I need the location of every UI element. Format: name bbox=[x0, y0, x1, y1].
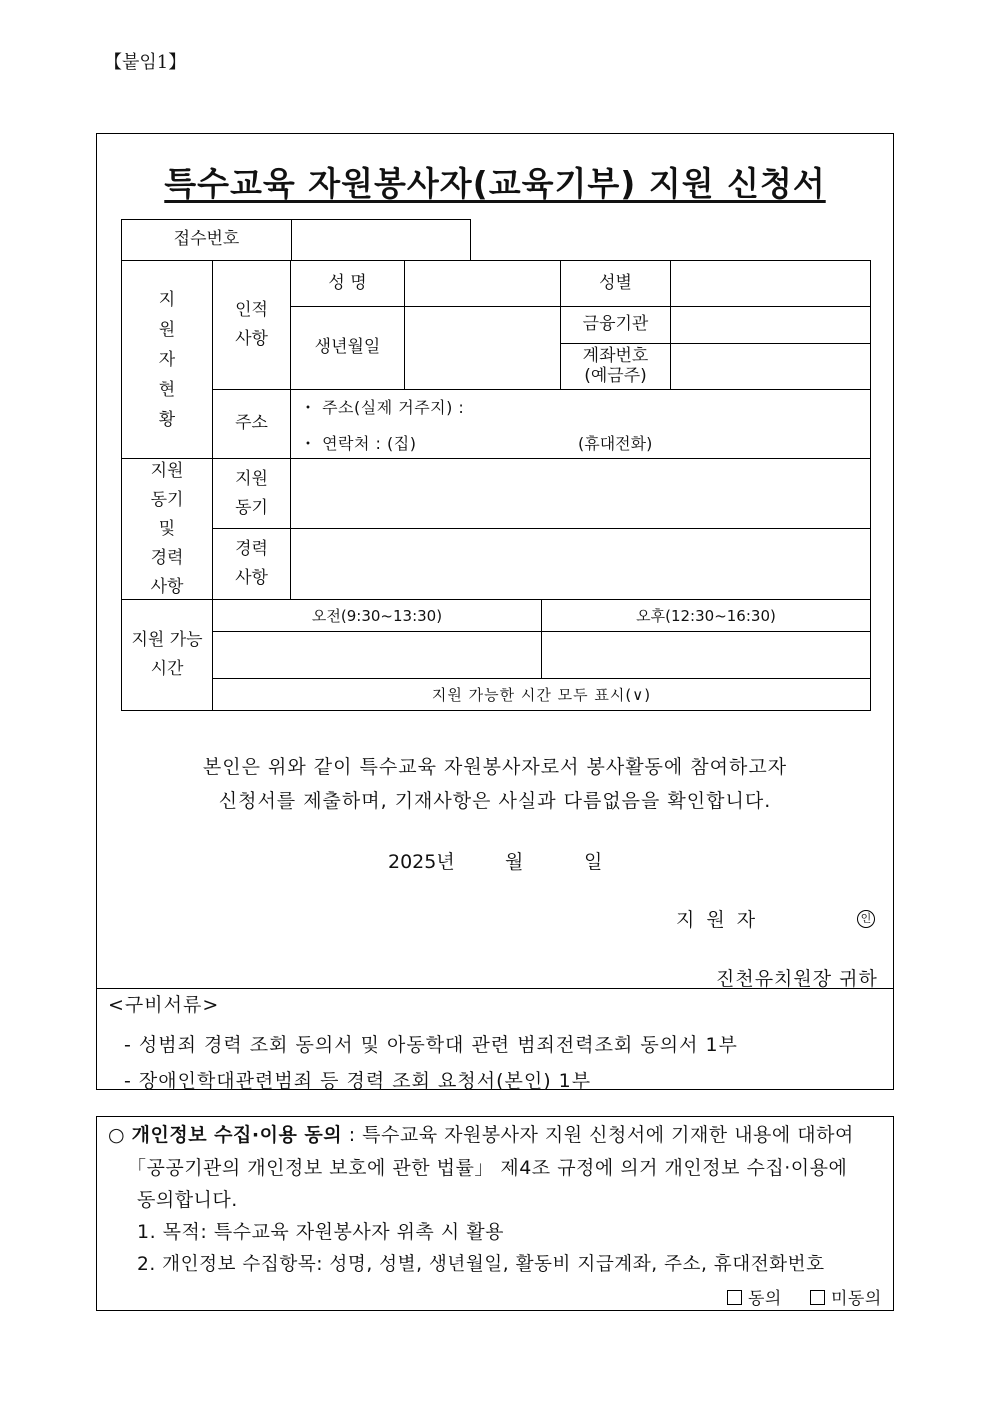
bank-label: 금융기관 bbox=[560, 306, 671, 344]
attachment-label: 【붙임1】 bbox=[104, 52, 187, 73]
date-year: 2025년 bbox=[388, 851, 455, 873]
birth-label: 생년월일 bbox=[290, 306, 405, 390]
address-label: 주소 bbox=[212, 389, 291, 459]
documents-header: <구비서류> bbox=[108, 994, 220, 1016]
applicant-status-label: 지 원 자 현 황 bbox=[121, 260, 213, 459]
date-day: 일 bbox=[584, 851, 603, 873]
disagree-checkbox[interactable] bbox=[810, 1290, 825, 1305]
personal-info-label: 인적 사항 bbox=[212, 260, 291, 390]
privacy-item2: 2. 개인정보 수집항목: 성명, 성별, 생년월일, 활동비 지급계좌, 주소, 휴대전화번호 bbox=[137, 1254, 825, 1275]
name-field[interactable] bbox=[404, 260, 561, 307]
seal-mark: 인 bbox=[857, 907, 875, 928]
gender-label: 성별 bbox=[560, 260, 671, 307]
account-field[interactable] bbox=[670, 343, 871, 390]
privacy-item1: 1. 목적: 특수교육 자원봉사자 위촉 시 활용 bbox=[137, 1221, 504, 1243]
privacy-line1 bbox=[108, 1120, 854, 1147]
receipt-number-label: 접수번호 bbox=[121, 219, 292, 261]
contact-line: ・ 연락처 : (집) bbox=[300, 434, 417, 453]
disagree-label: 미동의 bbox=[831, 1289, 882, 1309]
am-field[interactable] bbox=[212, 631, 542, 679]
gender-field[interactable] bbox=[670, 260, 871, 307]
form-title: 특수교육 자원봉사자(교육기부) 지원 신청서 bbox=[164, 164, 826, 203]
privacy-text2: 「공공기관의 개인정보 보호에 관한 법률」 제4조 규정에 의거 개인정보 수집·이용에 bbox=[127, 1157, 848, 1179]
privacy-heading: 개인정보 수집·이용 동의 bbox=[131, 1124, 343, 1146]
birth-field[interactable] bbox=[404, 306, 561, 390]
declaration-line1: 본인은 위와 같이 특수교육 자원봉사자로서 봉사활동에 참여하고자 bbox=[202, 756, 788, 778]
date-month: 월 bbox=[505, 851, 524, 873]
receipt-number-field[interactable] bbox=[291, 219, 471, 261]
agree-checkbox[interactable] bbox=[727, 1290, 742, 1305]
pm-label: 오후(12:30~16:30) bbox=[541, 599, 871, 632]
privacy-text1: : 특수교육 자원봉사자 지원 신청서에 기재한 내용에 대하여 bbox=[348, 1124, 854, 1146]
agree-label: 동의 bbox=[748, 1289, 782, 1309]
am-label: 오전(9:30~13:30) bbox=[212, 599, 542, 632]
career-label: 경력 사항 bbox=[212, 528, 291, 600]
disagree-option[interactable] bbox=[810, 1284, 882, 1309]
name-label: 성 명 bbox=[290, 260, 405, 307]
motive-career-label: 지원 동기 및 경력 사항 bbox=[121, 458, 213, 600]
address-line: ・ 주소(실제 거주지) : bbox=[300, 398, 465, 417]
divider bbox=[96, 988, 894, 989]
document-item-2: - 장애인학대관련범죄 등 경력 조회 요청서(본인) 1부 bbox=[124, 1070, 592, 1092]
motive-field[interactable] bbox=[290, 458, 871, 529]
career-field[interactable] bbox=[290, 528, 871, 600]
privacy-bullet: ○ bbox=[108, 1124, 126, 1146]
bank-field[interactable] bbox=[670, 306, 871, 344]
account-label: 계좌번호 (예금주) bbox=[560, 343, 671, 390]
pm-field[interactable] bbox=[541, 631, 871, 679]
recipient: 진천유치원장 귀하 bbox=[716, 968, 878, 990]
available-time-label: 지원 가능 시간 bbox=[121, 599, 213, 711]
privacy-text3: 동의합니다. bbox=[137, 1189, 238, 1211]
motive-label: 지원 동기 bbox=[212, 458, 291, 529]
agree-option[interactable] bbox=[727, 1284, 782, 1309]
applicant-sign-label: 지 원 자 bbox=[676, 909, 759, 931]
declaration-line2: 신청서를 제출하며, 기재사항은 사실과 다름없음을 확인합니다. bbox=[218, 790, 772, 812]
document-item-1: - 성범죄 경력 조회 동의서 및 아동학대 관련 범죄전력조회 동의서 1부 bbox=[124, 1034, 738, 1056]
mobile-label: (휴대전화) bbox=[578, 434, 653, 453]
time-note: 지원 가능한 시간 모두 표시(∨) bbox=[212, 678, 871, 711]
